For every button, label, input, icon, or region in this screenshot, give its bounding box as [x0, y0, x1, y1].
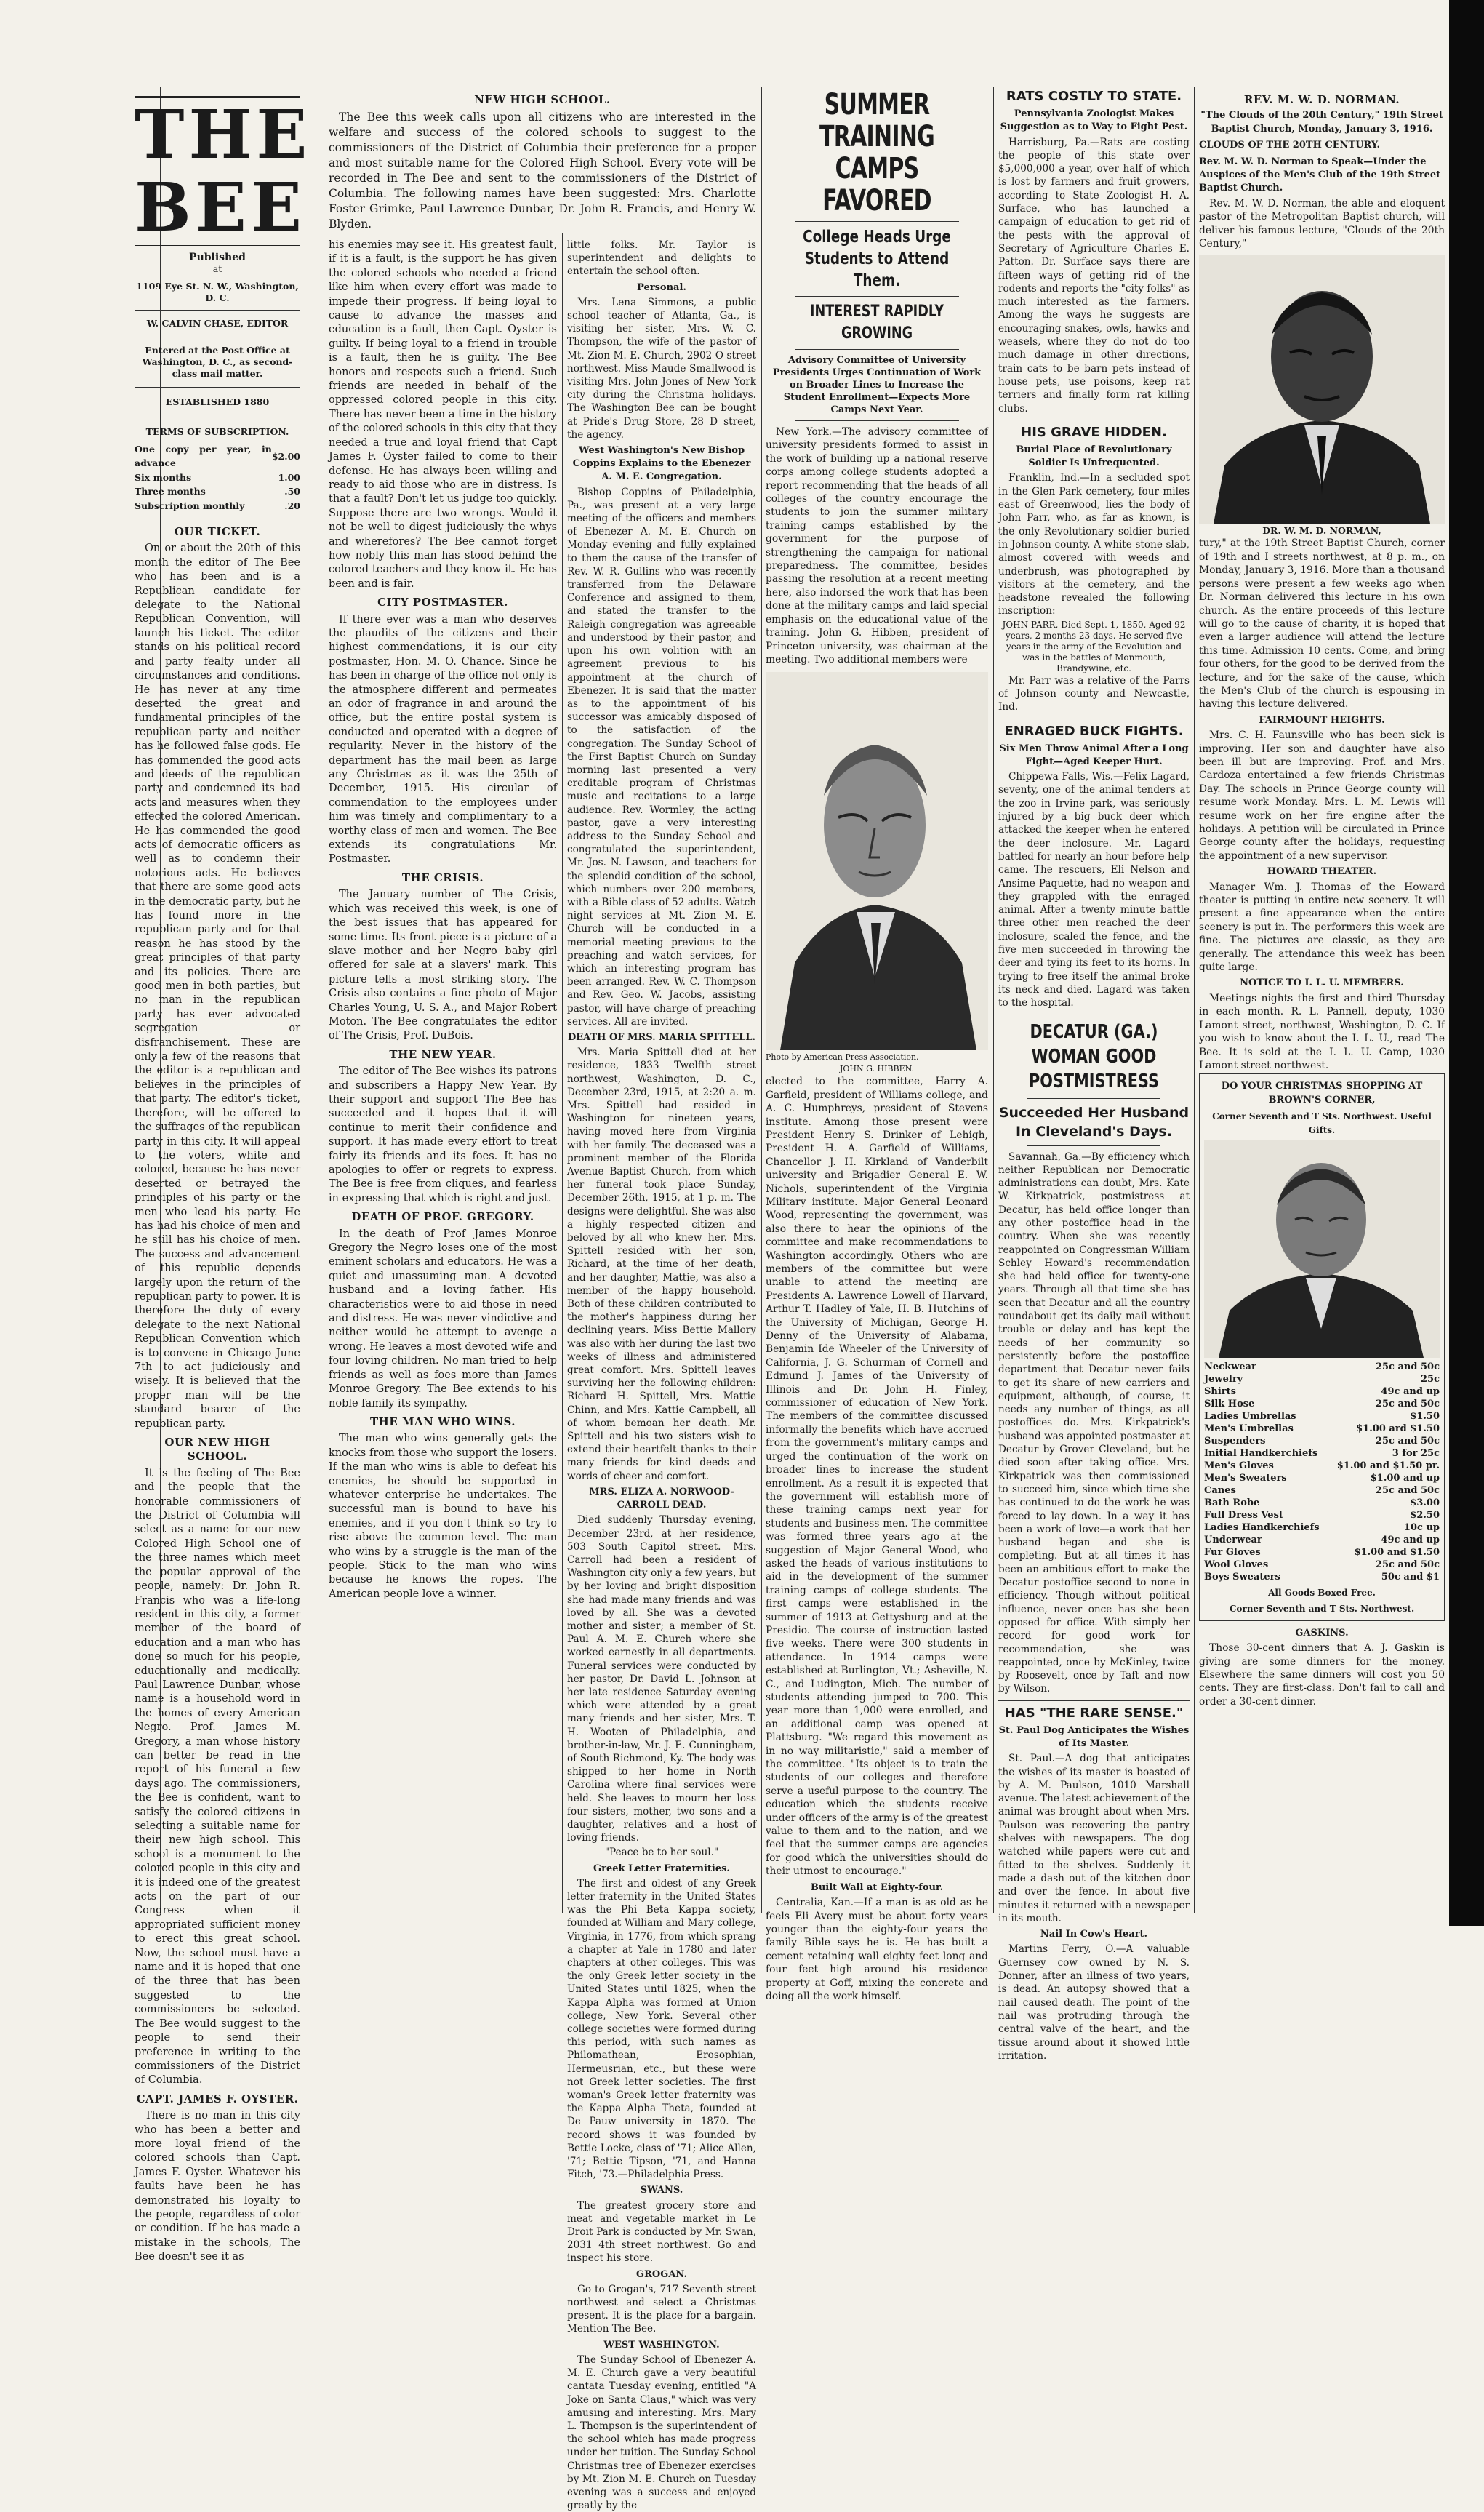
headline-notice: NOTICE TO I. L. U. MEMBERS. — [1240, 977, 1404, 989]
terms-row — [135, 499, 300, 513]
subhead-decatur: Succeeded Her Husband In Cleveland's Days. — [998, 1104, 1190, 1140]
article-fairmount: Mrs. C. H. Faunsville who has been sick is improving. Her son and daughter have also been ill but are improving. Prof. and Mrs. Cardoza entertained a few friends Christmas Day. The schools in Prince George county will resume work Monday. Mrs. L. M. Lewis will resume work on her fire engine after the holidays. A petition will be circulated in Prince George county after the holidays, requesting the appointment of a new supervisor. — [1199, 729, 1445, 862]
price-row — [1204, 1410, 1440, 1423]
article-camps: New York.—The advisory committee of university presidents formed to assist in the work of building up a national reserve corps among college students adopted a report recommending that the heads of all colleges of the country encourage the students to join the summer military training camps established by the government for the purpose of strengthening the campaign for national preparedness. The committee, besides passing the resolution at a recent meeting here, also indorsed the work that has been done at the military camps and laid special emphasis on the educational value of the training. John G. Hibben, president of Princeton university, was chairman at the meeting. Two additional members were — [766, 426, 988, 665]
scan-border — [1449, 0, 1484, 1926]
terms-row — [135, 471, 300, 484]
terms-label: One copy per year, in advance — [135, 444, 272, 469]
price-value: $1.00 and $1.50 pr. — [1336, 1460, 1440, 1471]
price-value: 10c up — [1403, 1521, 1440, 1533]
article-camps-continued: elected to the committee, Harry A. Garfield, president of Williams college, and A. C. Humphreys, president of Stevens institute. Among those present were President Henry S. Drinker of Lehigh, President H. A. Garfield of Williams, Chancellor J. H. Kirkland of Vanderbilt university and Brigadier General E. W. Nichols, superintendent of the Virginia Military institute. Major General Leonard Wood, representing the government, was also there to hear the opinions of the committee and make recommendations to Washington accordingly. Others who are members of the committee but were unable to attend the meeting are Presidents A. Lawrence Lowell of Harvard, Arthur T. Hadley of Yale, H. B. Hutchins of the University of Michigan, George H. Denny of the University of Alabama, Benjamin Ide Wheeler of the University of California, J. G. Schurman of Cornell and Edmund J. James of the University of Illinois and Dr. John H. Finley, commissioner of education of New York. The members of the committee discussed informally the benefits which have accrued from the government's military camps and urged the continuation of the work on broader lines to increase the student enrollment. As a result it is expected that the government will establish more of these training camps next year for students and business men. The committee was formed three years ago at the suggestion of Major General Wood, who asked the heads of various institutions to aid in the development of the summer training camps of college students. The first camps were established in the summer of 1913 at Gettysburg and at the Presidio. The course of instruction lasted five weeks. There were 300 students in attendance. In 1914 camps were established at Burlington, Vt.; Asheville, N. C., and Ludington, Mich. The number of students attending jumped to 700. This year more than 1,000 were enrolled, and an additional camp was opened at Plattsburg. "We regard this movement as in no way militaristic," said a member of the committee. "Its object is to train the students of our colleges and therefore serve a useful purpose to the country. The education which the students receive under officers of the army is of the greatest value to them and to the nation, and we feel that the summer camps are agencies for good which the universities should do their utmost to encourage." — [766, 1076, 988, 1878]
terms-price: $2.00 — [271, 450, 300, 462]
headline-buck: ENRAGED BUCK FIGHTS. — [1004, 723, 1184, 739]
deck-rats: Pennsylvania Zoologist Makes Suggestion as to Way to Fight Pest. — [1000, 108, 1188, 133]
column-rule — [761, 87, 762, 1913]
subhead-college-heads: College Heads Urge Students to Attend Them. — [803, 228, 951, 290]
divider — [795, 221, 959, 222]
column-rule — [1194, 87, 1195, 1913]
price-row — [1204, 1460, 1440, 1472]
price-item: Boys Sweaters — [1204, 1571, 1280, 1583]
article-new-year: The editor of The Bee wishes its patrons and subscribers a Happy New Year. By their support and support The Bee has succeeded and it hopes that it will continue to merit their confidence and support. It has made every effort to treat fairly its friends and its foes. It has no apologies to offer or regrets to express. The Bee is free from cliques, and fearless in expressing that which is right and just. — [329, 1065, 557, 1204]
price-row — [1204, 1521, 1440, 1534]
photo-hibben — [766, 672, 988, 1050]
article-oyster-continued: his enemies may see it. His greatest fault, if it is a fault, is the support he has given the colored schools who needed a friend like him when every effort was made to impede their progress. If being loyal to cause to advance the masses and education is a fault, then Capt. Oyster is guilty. If being loyal to a friend in trouble is a fault, then he is guilty. The Bee honors and respects such a friend. Such friends are needed in behalf of the oppressed colored people in this city. There has never been a time in the history of the colored schools in this city that they needed a true and loyal friend that Capt James F. Oyster failed to come to their defense. He has always been willing and ready to aid those who are in distress. Is that a fault? Don't let us judge too quickly. Suppose there are two wrongs. Would it not be well to digest judiciously the whys and wherefores? The Bee cannot forget how nobly this man has stood behind the colored teachers and they know it. He has been and is fair. — [329, 239, 557, 590]
article-grogan: Go to Grogan's, 717 Seventh street northwest and select a Christmas present. It is the place for a bargain. Mention The Bee. — [567, 2283, 756, 2335]
price-value: 49c and up — [1381, 1385, 1440, 1397]
deck-norman-3: Rev. M. W. D. Norman to Speak—Under the Auspices of the Men's Club of the 19th Street Baptist Church. — [1199, 156, 1441, 194]
article-gaskins: Those 30-cent dinners that A. J. Gaskin is giving are some dinners for the money. Elsewhere the same dinners will cost you 50 cents. They are first-class. Don't fail to call and order a 30-cent dinner. — [1199, 1642, 1445, 1708]
terms-row — [135, 484, 300, 498]
price-row — [1204, 1435, 1440, 1447]
article-notice: Meetings nights the first and third Thursday in each month. R. L. Pannell, deputy, 1030 Lamont street, northwest, Washington, D. C. If you wish to know about the I. L. U., read The Bee. It is sold at the I. L. U. Camp, 1030 Lamont street northwest. — [1199, 992, 1445, 1071]
headline-our-ticket: OUR TICKET. — [174, 525, 261, 539]
article-oyster: There is no man in this city who has been a better and more loyal friend of the colored schools than Capt. James F. Oyster. Whatever his faults have been he has demonstrated his loyalty to the people, regardless of color or condition. If he has made a mistake in the schools, The Bee doesn't see it as — [135, 2110, 300, 2263]
ad-browns-headline: DO YOUR CHRISTMAS SHOPPING AT BROWN'S CORNER, — [1221, 1081, 1423, 1105]
ad-browns-corner — [1199, 1073, 1445, 1620]
price-row — [1204, 1472, 1440, 1484]
column-5 — [998, 89, 1190, 2062]
article-greek: The first and oldest of any Greek letter fraternity in the United States was the Phi Beta Kappa society, founded at William and Mary college, Virginia, in 1776, from which sprang a chapter at Yale in 1780 and later chapters at other colleges. This was the only Greek letter society in the United States until 1825, when the Kappa Alpha was formed at Union college, New York. Several other college societies were formed during this period, with such names as Philomathean, Erosophian, Hermeusrian, etc., but these were not Greek letter societies. The first woman's Greek letter fraternity was the Kappa Alpha Theta, founded at De Pauw university in 1870. The record shows it was founded by Bettie Locke, class of '71; Alice Allen, '71; Bettie Tipson, '71, and Hanna Fitch, '73.—Philadelphia Press. — [567, 1877, 756, 2181]
deck-rare-sense: St. Paul Dog Anticipates the Wishes of Its Master. — [998, 1724, 1190, 1749]
price-item: Bath Robe — [1204, 1497, 1260, 1508]
price-row — [1204, 1509, 1440, 1521]
deck-grave: Burial Place of Revolutionary Soldier Is Unfrequented. — [1016, 444, 1172, 469]
ad-browns-sub: Corner Seventh and T Sts. Northwest. Useful Gifts. — [1212, 1111, 1432, 1135]
column-2 — [329, 239, 557, 1911]
article-taylor: little folks. Mr. Taylor is superintendent and delights to entertain the school often. — [567, 239, 756, 278]
price-item: Jewelry — [1204, 1373, 1243, 1385]
divider — [795, 420, 959, 421]
price-row — [1204, 1373, 1440, 1385]
price-value: 3 for 25c — [1392, 1447, 1440, 1459]
headline-spittell: DEATH OF MRS. MARIA SPITTELL. — [567, 1031, 756, 1043]
article-west-washington: The Sunday School of Ebenezer A. M. E. Church gave a very beautiful cantata Tuesday evening, entitled "A Joke on Santa Claus," which was very amusing and interesting. Mrs. Mary L. Thompson is the superintendent of the school which has made progress under her tuition. The Sunday School Christmas tree of Ebenezer exercises by Mt. Zion M. E. Church on Tuesday evening was a success and enjoyed greatly by the — [567, 2353, 756, 2512]
price-item: Neckwear — [1204, 1361, 1256, 1372]
article-the-crisis: The January number of The Crisis, which was received this week, is one of the best issues that has appeared for some time. Its front piece is a picture of a slave mother and her Negro baby girl offered for sale at a slavers' mark. This picture tells a most striking story. The Crisis also contains a fine photo of Major Charles Young, U. S. A., and Major Robert Moton. The Bee congratulates the editor of The Crisis, Prof. DuBois. — [329, 889, 557, 1042]
article-howard: Manager Wm. J. Thomas of the Howard theater is putting in entire new scenery. It will present a fine appearance when the entire scenery is put in. The performers this week are fine. The pictures are classic, as they are generally. The attendance this week has been quite large. — [1199, 881, 1445, 974]
article-buck: Chippewa Falls, Wis.—Felix Lagard, seventy, one of the animal tenders at the zoo in Irvine park, was seriously injured by a big buck deer which attacked the keeper when he entered the deer inclosure. Mr. Lagard battled for nearly an hour before help came. The rescuers, Eli Nelson and Ansime Paquette, had no weapon and they grappled with the enraged animal. After a twenty minute battle three other men reached the deer inclosure, scaled the fence, and the five men succeeded in throwing the deer and tying its feet to its horns. In trying to free itself the animal broke its neck and died. Lagard was taken to the hospital. — [998, 771, 1190, 1009]
terms-title: TERMS OF SUBSCRIPTION. — [145, 426, 289, 437]
price-row — [1204, 1546, 1440, 1559]
subhead-interest-growing: INTEREST RAPIDLY GROWING — [809, 303, 944, 343]
headline-decatur: DECATUR (GA.) WOMAN GOOD POSTMISTRESS — [1029, 1020, 1159, 1092]
price-value: $2.50 — [1410, 1509, 1440, 1521]
column-6 — [1199, 89, 1445, 1911]
price-row — [1204, 1447, 1440, 1460]
price-value: $1.00 and up — [1370, 1472, 1440, 1484]
price-value: 25c and 50c — [1375, 1435, 1440, 1447]
published-label: Published — [189, 252, 246, 263]
article-rare-sense: St. Paul.—A dog that anticipates the wishes of its master is boasted of by A. M. Paulson, 1010 Marshall avenue. The latest achievement of the animal was brought about when Mrs. Paulson was recovering the pantry shelves with newspapers. The dog watched while papers were cut and fitted to the shelves. Suddenly it made a dash out of the kitchen door and over the fence. In about five minutes it returned with a newspaper in its mouth. — [998, 1753, 1190, 1924]
norwood-quote: "Peace be to her soul." — [604, 1847, 719, 1859]
column-3 — [567, 239, 756, 2512]
portrait-hibben — [766, 672, 988, 1050]
divider — [998, 1700, 1190, 1701]
price-item: Wool Gloves — [1204, 1559, 1269, 1570]
price-row — [1204, 1559, 1440, 1571]
divider — [795, 296, 959, 297]
article-bishop: Bishop Coppins of Philadelphia, Pa., was present at a very large meeting of the officers and members of Ebenezer A. M. E. Church on Monday evening and fully explained to them the cause of the transfer of Rev. W. R. Gullins who was recently transferred from the Delaware Conference and assigned to them, and stated the transfer to the Raleigh congregation was agreeable and understood by their pastor, and upon his own volition with an agreement previous to his appointment at the church of Ebenezer. It is said that the matter as to the appointment of his successor was amicably disposed of to the satisfaction of the congregation. The Sunday School of the First Baptist Church on Sunday morning last presented a very creditable program of Christmas music and recitations to a large audience. Rev. Wormley, the acting pastor, gave a very interesting address to the Sunday School and congratulated the superintendent, Mr. Jos. N. Lawson, and teachers for the splendid condition of the school, which numbers over 200 members, with a Bible class of 52 adults. Watch night services at Mt. Zion M. E. Church will be conducted in a memorial meeting previous to the preaching and watch services, for which an interesting program has been arranged. Rev. W. C. Thompson and Rev. Geo. W. Jacobs, assisting pastor, will have charge of preaching services. All are invited. — [567, 486, 756, 1028]
headline-city-postmaster: CITY POSTMASTER. — [377, 596, 508, 609]
editor-line: W. CALVIN CHASE, EDITOR — [146, 318, 289, 329]
photo-caption: JOHN G. HIBBEN. — [839, 1064, 915, 1074]
price-value: $3.00 — [1410, 1497, 1440, 1508]
price-value: 25c — [1420, 1373, 1440, 1385]
divider — [135, 387, 300, 388]
headline-grave: HIS GRAVE HIDDEN. — [1021, 424, 1167, 440]
deck-norman-1: "The Clouds of the 20th Century," 19th Street Baptist Church, Monday, January 3, 1916. — [1200, 110, 1443, 135]
price-row — [1204, 1361, 1440, 1373]
deck-norman-2: CLOUDS OF THE 20TH CENTURY. — [1199, 140, 1381, 151]
divider — [1027, 1145, 1160, 1146]
post-office-entry: Entered at the Post Office at Washington, D. C., as second-class mail matter. — [142, 345, 293, 379]
caption-norman: DR. W. M. D. NORMAN, — [1262, 525, 1381, 537]
headline-norman: REV. M. W. D. NORMAN. — [1243, 93, 1400, 106]
established-line: ESTABLISHED 1880 — [165, 396, 270, 407]
article-spittell: Mrs. Maria Spittell died at her residence, 1833 Twelfth street northwest, Washington, D. C., December 23rd, 1915, at 2:20 a. m. Mrs. Spittell had resided in Washington for nineteen years, having moved here from Virginia with her family. The deceased was a prominent member of the Florida Avenue Baptist Church, from which her funeral took place Sunday, December 26th, 1915, at 1 p. m. The designs were delightful. She was also a highly respected citizen and beloved by all who knew her. Mrs. Spittell resided with her son, Richard, at the time of her death, and her daughter, Mattie, was also a member of the happy household. Both of these children contributed to the mother's happiness during her declining years. Miss Bettie Mallory was also with her during the last two weeks of illness and administered great comfort. Mrs. Spittell leaves surviving her the following children: Richard H. Spittell, Mrs. Mattie Chinn, and Mrs. Kattie Campbell, all of whom bemoan her death. Mr. Spittell and his two sisters wish to extend their heartfelt thanks to their many friends for kind deeds and words of cheer and comfort. — [567, 1047, 756, 1482]
headline-bishop: West Washington's New Bishop Coppins Explains to the Ebenezer A. M. E. Congregation. — [572, 445, 751, 483]
photo-norman — [1199, 255, 1445, 524]
headline-new-year: THE NEW YEAR. — [389, 1047, 497, 1061]
headline-west-washington: WEST WASHINGTON. — [603, 2339, 720, 2351]
headline-norwood: MRS. ELIZA A. NORWOOD-CARROLL DEAD. — [589, 1486, 734, 1511]
headline-greek: Greek Letter Fraternities. — [593, 1863, 730, 1874]
article-our-ticket: On or about the 20th of this month the editor of The Bee who has been and is a Republican candidate for delegate to the National Republican Convention, will launch his ticket. The editor stands on his political record and party fealty under all circumstances and conditions. He has never at any time deserted the great and fundamental principles of the republican party and neither has he followed false gods. He has commended the good acts and deeds of the republican party and condemned its bad acts and measures when they effected the colored American. He has commended the good acts of democratic officers as well as to condemn their notorious acts. He believes that there are some good acts in the democratic party, but he has found more in the republican party and for that reason he has stood by the great principles of that party and its policies. There are good men in both parties, but no man in the republican party has ever advocated segregation or disfranchisement. These are only a few of the reasons that the editor is a republican and believes in the principles of that party. The editor's ticket, therefore, will be offered to the suffrages of the republican party in this city. It will appeal to the voters, white and colored, because he has never deserted or betrayed the principles of his party or the men who lead his party. He has had his choice of men and he still has his choice of men. The success and advancement of this republic depends largely upon the return of the republican party to power. It is therefore the duty of every delegate to the next National Republican Convention which is to convene in Chicago June 7th to act judiciously and wisely. It is believed that the proper man will be the standard bearer of the republican party. — [135, 543, 300, 1430]
price-value: 25c and 50c — [1375, 1361, 1440, 1372]
terms-label: Six months — [135, 471, 192, 483]
price-item: Full Dress Vest — [1204, 1509, 1283, 1521]
price-row — [1204, 1571, 1440, 1583]
at-label: at — [212, 263, 222, 274]
column-1 — [135, 89, 312, 2263]
price-item: Fur Gloves — [1204, 1546, 1261, 1558]
masthead-title: THE BEE — [135, 95, 312, 247]
headline-summer-camps: SUMMER TRAINING CAMPS FAVORED — [819, 88, 934, 217]
headline-built-wall: Built Wall at Eighty-four. — [810, 1881, 944, 1893]
ad-browns-footer-1: All Goods Boxed Free. — [1268, 1587, 1376, 1598]
office-address: 1109 Eye St. N. W., Washington, D. C. — [136, 281, 299, 303]
terms-label: Three months — [135, 486, 206, 497]
column-4 — [766, 88, 988, 2002]
headline-rare-sense: HAS "THE RARE SENSE." — [1004, 1705, 1184, 1721]
price-item: Initial Handkerchiefs — [1204, 1447, 1318, 1459]
headline-new-high-school: NEW HIGH SCHOOL. — [474, 93, 611, 106]
terms-price: .20 — [284, 500, 300, 511]
price-row — [1204, 1385, 1440, 1398]
price-value: $1.00 and $1.50 — [1354, 1546, 1440, 1558]
epitaph: JOHN PARR, Died Sept. 1, 1850, Aged 92 years, 2 months 23 days. He served five years in the army of the Revolution and was in the battles of Monmouth, Brandywine, etc. — [1002, 619, 1186, 673]
price-list — [1204, 1361, 1440, 1583]
price-value: $1.00 ard $1.50 — [1356, 1423, 1440, 1434]
article-grave: Franklin, Ind.—In a secluded spot in the Glen Park cemetery, four miles east of Greenwood, lies the body of John Parr, who, as far as known, is the only Revolutionary soldier buried in Johnson county. A white stone slab, almost covered with weeds and underbrush, was photographed by visitors at the cemetery, and the headstone revealed the following inscription: — [998, 472, 1190, 617]
headline-fairmount: FAIRMOUNT HEIGHTS. — [1259, 714, 1385, 726]
divider — [135, 310, 300, 311]
price-item: Men's Umbrellas — [1204, 1423, 1294, 1434]
price-item: Men's Gloves — [1204, 1460, 1274, 1471]
portrait-ad — [1204, 1140, 1438, 1358]
price-item: Ladies Handkerchiefs — [1204, 1521, 1320, 1533]
headline-man-who-wins: THE MAN WHO WINS. — [369, 1415, 516, 1428]
headline-death-gregory: DEATH OF PROF. GREGORY. — [351, 1210, 534, 1224]
article-personal: Mrs. Lena Simmons, a public school teacher of Atlanta, Ga., is visiting her sister, Mrs. W. C. Thompson, the wife of the pastor of Mt. Zion M. E. Church, 2902 O street northwest. Miss Maude Smallwood is visiting Mrs. John Jones of New York city during the Christma holidays. The Washington Bee can be bought at Pride's Drug Store, 28 D street, the agency. — [567, 296, 756, 441]
ad-browns-footer-2: Corner Seventh and T Sts. Northwest. — [1229, 1604, 1415, 1615]
price-value: 25c and 50c — [1375, 1398, 1440, 1409]
headline-oyster: CAPT. JAMES F. OYSTER. — [136, 2092, 299, 2105]
article-death-gregory: In the death of Prof James Monroe Gregory the Negro loses one of the most eminent scholars and educators. He was a quiet and unassuming man. A devoted husband and a loving father. His characteristics were to aid those in need and distress. He was never vindictive and neither would he attempt to avenge a wrong. He leaves a most devoted wife and four loving children. No man tried to help friends as well as foes more than James Monroe Gregory. The Bee extends to his noble family its sympathy. — [329, 1228, 557, 1409]
price-value: 25c and 50c — [1375, 1559, 1440, 1570]
price-row — [1204, 1484, 1440, 1497]
price-value: 50c and $1 — [1381, 1571, 1440, 1583]
article-decatur: Savannah, Ga.—By efficiency which neither Republican nor Democratic administrations can doubt, Mrs. Kate W. Kirkpatrick, postmistress at Decatur, has held office longer than any other postoffice head in the country. When she was recently reappointed on Congressman William Schley Howard's recommendation she had held office for twenty-one years. Through all that time she has seen that Decatur and all the country roundabout get its daily mail without trouble or delay and has kept the needs of her community so persistently before the postoffice department that Decatur never fails to get its share of new carriers and equipment, although, of course, it needs any number of things, as all postoffices do. Mrs. Kirkpatrick's husband was appointed postmaster at Decatur by Grover Cleveland, but he died soon after taking office. Mrs. Kirkpatrick was then commissioned to succeed him, since which time she has continued to do the work he was forced to lay down. In a way it has been a work of love—a work that her husband began and she is completing. But at all times it has been an ambitious effort to make the Decatur postoffice second to none in efficiency. Though without political influence, never once has she been opposed for office. With simply her record for good work for recommendation, she was reappointed, once by McKinley, twice by Roosevelt, once by Taft and now by Wilson. — [998, 1151, 1190, 1695]
headline-our-new-high-school: OUR NEW HIGH SCHOOL. — [164, 1436, 270, 1463]
headline-personal: Personal. — [637, 281, 686, 293]
price-item: Underwear — [1204, 1534, 1262, 1545]
article-our-new-high-school: It is the feeling of The Bee and the people that the honorable commissioners of the District of Columbia will select as a name for our new Colored High School one of the three names which meet the popular approval of the people, namely: Dr. John R. Francis who was a life-long resident in this city, a former member of the board of education and a man who has done so much for his people, educationally and medically. Paul Lawrence Dunbar, whose name is a household word in the homes of every American Negro. Prof. James M. Gregory, a man whose history can better be read in the report of his funeral a few days ago. The commissioners, the Bee is confident, want to satisfy the colored citizens in selecting a suitable name for their new high school. This school is a monument to the colored people in this city and it is indeed one of the greatest acts on the part of our Congress when it appropriated sufficient money to erect this great school. Now, the school must have a name and it is hoped that one of the three that has been suggested to the commissioners be selected. The Bee would suggest to the people to send their preference in writing to the commissioners of the District of Columbia. — [135, 1467, 300, 2087]
article-built-wall: Centralia, Kan.—If a man is as old as he feels Eli Avery must be about forty years younger than the eighty-four years the family Bible says he is. He has built a cement retaining wall eighty feet long and four feet high around his residence property at Goff, mixing the concrete and doing all the work himself. — [766, 1897, 988, 2002]
deck-advisory: Advisory Committee of University Presidents Urges Continuation of Work on Broader Lines to Increase the Student Enrollment—Expects More Camps Next Year. — [772, 355, 982, 415]
price-value: 49c and up — [1381, 1534, 1440, 1545]
headline-howard: HOWARD THEATER. — [1267, 866, 1377, 878]
terms-row — [135, 442, 300, 471]
headline-rats: RATS COSTLY TO STATE. — [1006, 89, 1182, 104]
portrait-norman — [1199, 255, 1445, 524]
headline-gaskins: GASKINS. — [1295, 1627, 1349, 1639]
article-swans: The greatest grocery store and meat and vegetable market in Le Droit Park is conducted by Mr. Swan, 2031 4th street northwest. Go and inspect his store. — [567, 2199, 756, 2265]
article-norman: Rev. M. W. D. Norman, the able and eloquent pastor of the Metropolitan Baptist church, will deliver his famous lecture, "Clouds of the 20th Century," — [1199, 197, 1445, 250]
article-new-high-school: The Bee this week calls upon all citizens who are interested in the welfare and success of the colored schools to suggest to the commissioners of the District of Columbia their preference for a proper and most suitable name for the Colored High School. Every vote will be recorded in The Bee and sent to the commissioners of the District of Columbia. The following names have been suggested: Mrs. Charlotte Foster Grimke, Paul Lawrence Dunbar, Dr. John R. Francis, and Henry W. Blyden. — [329, 111, 756, 231]
headline-nail: Nail In Cow's Heart. — [1040, 1929, 1148, 1940]
price-row — [1204, 1398, 1440, 1410]
headline-grogan: GROGAN. — [636, 2268, 687, 2280]
article-rats: Harrisburg, Pa.—Rats are costing the people of this state over $5,000,000 a year, over half of which is lost by farmers and fruit growers, according to State Zoologist H. A. Surface, who has launched a campaign of education to get rid of the pests with the approval of Secretary of Agriculture Charles E. Patton. Dr. Surface says there are fifteen ways of getting rid of the rodents and reports the "city folks" as much interested as the farmers. Among the ways he suggests are encouraging snakes, owls, hawks and weasels, where they do not do too much damage in other directions, train cats to be barn pets instead of house pets, use poisons, keep rat terriers and finally form rat killing clubs. — [998, 136, 1190, 415]
terms-label: Subscription monthly — [135, 500, 245, 511]
article-norman-continued: tury," at the 19th Street Baptist Church, corner of 19th and I streets northwest, at 8 p. m., on Monday, January 3, 1916. More than a thousand persons were present a few weeks ago when Dr. Norman delivered this lecture in his own church. As the entire proceeds of this lecture will go to the cause of charity, it is hoped that even a larger audience will attend the lecture this time. Admission 10 cents. Come, and bring four others, for the good to be derived from the lecture, and for the sake of the cause, which the Men's Club of the church is espousing in having this lecture delivered. — [1199, 537, 1445, 711]
headline-swans: SWANS. — [640, 2185, 683, 2196]
article-norwood: Died suddenly Thursday evening, December 23rd, at her residence, 503 South Capitol street. Mrs. Carroll had been a resident of Washington city only a few years, but by her loving and bright disposition she had made many friends and was loved by all. She was a devoted mother and sister; a member of St. Paul A. M. E. Church where she worked earnestly in all departments. Funeral services were conducted by her pastor, Dr. David L. Johnson at her late residence Saturday evening which were attended by a great many friends and her sister, Mrs. T. H. Wooten of Philadelphia, and brother-in-law, Mr. J. E. Cunningham, of South Richmond, Ky. The body was shipped to her home in North Carolina where final services were held. She leaves to mourn her loss four sisters, mother, two sons and a daughter, relatives and a host of loving friends. — [567, 1514, 756, 1844]
price-row — [1204, 1423, 1440, 1435]
photo-ad — [1204, 1140, 1440, 1358]
divider — [795, 349, 959, 350]
price-value: $1.50 — [1410, 1410, 1440, 1422]
photo-credit: Photo by American Press Association. — [766, 1052, 919, 1063]
price-row — [1204, 1497, 1440, 1509]
deck-buck: Six Men Throw Animal After a Long Fight—Aged Keeper Hurt. — [999, 743, 1189, 767]
price-item: Silk Hose — [1204, 1398, 1255, 1409]
article-man-who-wins: The man who wins generally gets the knocks from those who support the losers. If the man who wins is able to defeat his enemies, he should be supported in whatever enterprise he undertakes. The successful man is bound to have his enemies, and if you don't think so try to rise above the common level. The man who wins by a struggle is the man of the people. Stick to the man who wins because he knows the ropes. The American people love a winner. — [329, 1433, 557, 1600]
price-value: 25c and 50c — [1375, 1484, 1440, 1496]
price-item: Suspenders — [1204, 1435, 1266, 1447]
divider — [1027, 1098, 1160, 1099]
price-item: Ladies Umbrellas — [1204, 1410, 1296, 1422]
price-item: Canes — [1204, 1484, 1236, 1496]
new-high-school-box — [329, 89, 756, 234]
article-grave-continued: Mr. Parr was a relative of the Parrs of Johnson county and Newcastle, Ind. — [998, 674, 1190, 713]
terms-price: .50 — [284, 486, 300, 497]
headline-the-crisis: THE CRISIS. — [401, 871, 484, 884]
price-row — [1204, 1534, 1440, 1546]
price-item: Men's Sweaters — [1204, 1472, 1287, 1484]
column-rule — [993, 87, 994, 1913]
terms-price: 1.00 — [278, 471, 300, 483]
column-rule — [562, 233, 563, 1913]
price-item: Shirts — [1204, 1385, 1236, 1397]
article-nail: Martins Ferry, O.—A valuable Guernsey cow owned by N. S. Donner, after an illness of two years, is dead. An autopsy showed that a nail caused death. The point of the nail was protruding through the central valve of the heart, and the tissue around about it showed little irritation. — [998, 1943, 1190, 2062]
terms-table — [135, 442, 300, 513]
article-city-postmaster: If there ever was a man who deserves the plaudits of the citizens and their highest commendations, it is our city postmaster, Hon. M. O. Chance. Since he has been in charge of the office not only is the atmosphere different and permeates an odor of fragrance in and around the office, but the entire postal system is conducted and operated with a degree of regularity. Never in the history of the department has the mail been as large any Christmas as it was the 25th of December, 1915. His circular of commendation to the employees under him was timely and complimentary to a worthy class of men and women. The Bee extends its congratulations Mr. Postmaster. — [329, 613, 557, 865]
